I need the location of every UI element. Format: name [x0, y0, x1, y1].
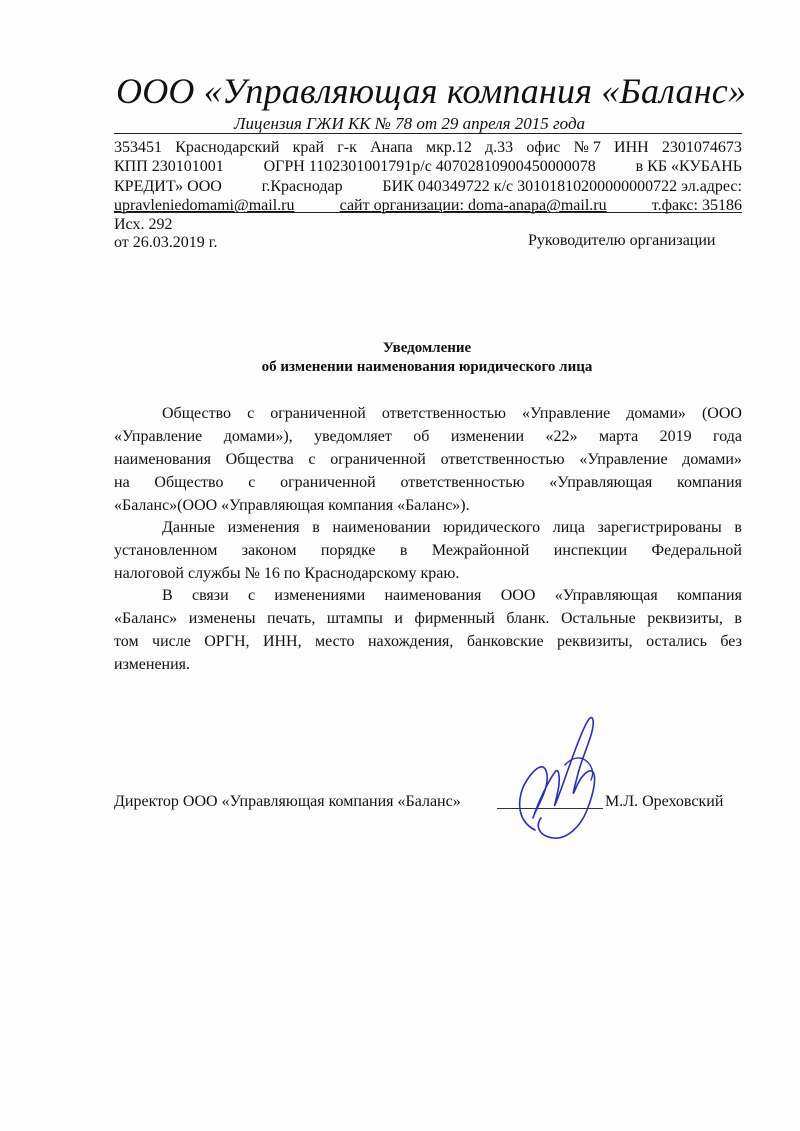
paragraph-line-text: изменения. — [114, 656, 191, 673]
paragraph-word: ответственностью — [381, 405, 506, 422]
paragraph-word: «Управление — [521, 405, 611, 422]
paragraph-word: наименования — [384, 587, 482, 604]
paragraph-word: Межрайонной — [431, 542, 530, 559]
req-segment: в КБ «КУБАНЬ — [635, 158, 742, 175]
paragraph-line — [114, 539, 742, 562]
req-segment: КРЕДИТ» ООО — [114, 178, 222, 195]
paragraph-word: об — [413, 428, 430, 445]
notice-subtitle: об изменении наименования юридического лица — [261, 359, 593, 375]
paragraph-word: Общества — [225, 451, 294, 468]
requisites-line-4 — [114, 196, 742, 216]
req-word: офис — [526, 139, 561, 156]
paragraph-word: числе — [152, 633, 191, 650]
paragraph-word: печать, — [267, 610, 316, 627]
paragraph-word: домами»), — [223, 428, 293, 445]
paragraph-word: «Управляющая — [549, 474, 653, 491]
paragraph-word: с — [308, 451, 316, 468]
paragraph-word: ограниченной — [280, 474, 376, 491]
paragraph-word: наименовании — [332, 519, 431, 536]
paragraph-word: ОРГН, — [204, 633, 250, 650]
req-word: 353451 — [114, 139, 162, 156]
paragraph-word: Общество — [154, 474, 224, 491]
paragraph-word: «Управляющая — [554, 587, 658, 604]
paragraph-line — [114, 494, 742, 517]
paragraph-line — [114, 630, 742, 653]
paragraph-word: с — [247, 405, 255, 422]
paragraph-word: ограниченной — [270, 405, 366, 422]
paragraph-word: «Управление — [114, 428, 203, 445]
paragraph-line — [114, 425, 742, 448]
paragraph-line — [114, 562, 742, 585]
paragraph-line — [114, 516, 742, 539]
paragraph-word: изменения — [227, 519, 300, 536]
paragraph-word: Остальные — [560, 610, 636, 627]
outgoing-number: Исх. 292 — [114, 216, 173, 233]
req-word: № 7 — [573, 139, 601, 156]
paragraph-line — [114, 653, 742, 676]
paragraph-word: зарегистрированы — [597, 519, 722, 536]
paragraph-1 — [114, 402, 742, 517]
letterhead-license: Лицензия ГЖИ КК № 78 от 29 апреля 2015 года — [234, 114, 586, 133]
paragraph-word: ООО — [500, 587, 536, 604]
paragraph-word: изменении — [450, 428, 525, 445]
paragraph-word: фирменный — [414, 610, 495, 627]
paragraph-word: нахождения, — [367, 633, 454, 650]
paragraph-word: место — [315, 633, 355, 650]
req-segment: БИК 040349722 к/с 30101810200000000722 эл.адрес: — [382, 178, 742, 195]
paragraph-word: штампы — [326, 610, 383, 627]
website-link[interactable]: сайт организации: doma-anapa@mail.ru — [339, 197, 607, 214]
paragraph-line — [114, 402, 742, 425]
paragraph-word: законом — [241, 542, 297, 559]
paragraph-word: Общество — [162, 405, 232, 422]
requisites-line-3 — [114, 177, 742, 197]
paragraph-line — [114, 471, 742, 494]
requisites-line-2 — [114, 157, 742, 177]
signatory-position: Директор ООО «Управляющая компания «Баланс» — [114, 793, 461, 810]
req-word: Анапа — [370, 139, 413, 156]
req-word: ИНН — [614, 139, 649, 156]
paragraph-word: 2019 — [659, 428, 692, 445]
paragraph-word: «22» — [545, 428, 578, 445]
addressee: Руководителю организации — [528, 232, 716, 249]
paragraph-word: домами» — [626, 405, 686, 422]
paragraph-word: марта — [598, 428, 639, 445]
paragraph-word: изменениями — [274, 587, 366, 604]
paragraph-word: с — [248, 474, 256, 491]
paragraph-3 — [114, 584, 742, 676]
paragraph-2 — [114, 516, 742, 585]
paragraph-word: ИНН, — [262, 633, 302, 650]
paragraph-word: «Баланс» — [114, 610, 178, 627]
paragraph-word: (ООО — [701, 405, 742, 422]
paragraph-word: установленном — [114, 542, 218, 559]
handwritten-signature — [505, 700, 615, 850]
paragraph-word: лица — [552, 519, 585, 536]
paragraph-word: компания — [677, 474, 742, 491]
paragraph-word: ответственностью — [400, 474, 525, 491]
paragraph-word: связи — [191, 587, 229, 604]
paragraph-word: уведомляет — [314, 428, 392, 445]
req-word: мкр.12 — [425, 139, 472, 156]
paragraph-line — [114, 607, 742, 630]
paragraph-word: и — [394, 610, 403, 627]
paragraph-word: банковские — [466, 633, 544, 650]
requisites-line-1 — [114, 138, 742, 158]
paragraph-word: в — [734, 610, 742, 627]
paragraph-word: инспекции — [553, 542, 628, 559]
paragraph-word: года — [713, 428, 742, 445]
notice-title: Уведомление — [382, 340, 472, 356]
paragraph-word: на — [114, 474, 130, 491]
fax-number: т.факс: 35186 — [651, 197, 742, 214]
paragraph-word: реквизиты, — [557, 633, 633, 650]
letterhead-company-name: ООО «Управляющая компания «Баланс» — [116, 71, 747, 111]
paragraph-word: изменены — [188, 610, 256, 627]
paragraph-line-text: «Баланс»(ООО «Управляющая компания «Баланс»). — [114, 497, 470, 514]
paragraph-word: ограниченной — [330, 451, 426, 468]
paragraph-word: «Управление — [579, 451, 668, 468]
paragraph-word: юридического — [443, 519, 541, 536]
paragraph-word: в — [734, 519, 742, 536]
paragraph-word: домами» — [682, 451, 742, 468]
req-segment: г.Краснодар — [261, 178, 343, 195]
email-link[interactable]: upravleniedomami@mail.ru — [114, 197, 295, 214]
paragraph-word: остались — [646, 633, 707, 650]
req-word: Краснодарский — [175, 139, 280, 156]
paragraph-word: компания — [677, 587, 742, 604]
req-word: 2301074673 — [661, 139, 742, 156]
paragraph-line — [114, 448, 742, 471]
paragraph-word: без — [720, 633, 742, 650]
signatory-name: М.Л. Ореховский — [605, 793, 724, 810]
paragraph-word: том — [114, 633, 139, 650]
paragraph-word: реквизиты, — [647, 610, 723, 627]
paragraph-line — [114, 584, 742, 607]
req-word: г-к — [337, 139, 357, 156]
paragraph-word: бланк. — [506, 610, 550, 627]
paragraph-word: порядке — [320, 542, 376, 559]
letterhead-bottom-rule — [114, 212, 742, 213]
paragraph-line-text: налоговой службы № 16 по Краснодарскому краю. — [114, 565, 460, 582]
paragraph-word: Данные — [162, 519, 215, 536]
req-word: край — [292, 139, 325, 156]
req-word: д.33 — [485, 139, 514, 156]
paragraph-word: наименования — [114, 451, 211, 468]
letterhead-top-rule — [114, 133, 742, 134]
paragraph-word: В — [162, 587, 173, 604]
req-segment: КПП 230101001 — [114, 158, 224, 175]
paragraph-word: в — [312, 519, 320, 536]
paragraph-word: ответственностью — [440, 451, 565, 468]
paragraph-word: с — [247, 587, 256, 604]
signature-stroke — [520, 718, 595, 839]
paragraph-word: Федеральной — [651, 542, 742, 559]
req-segment: ОГРН 1102301001791р/с 40702810900450000078 — [263, 158, 596, 175]
paragraph-word: в — [399, 542, 408, 559]
outgoing-date: от 26.03.2019 г. — [114, 234, 218, 251]
